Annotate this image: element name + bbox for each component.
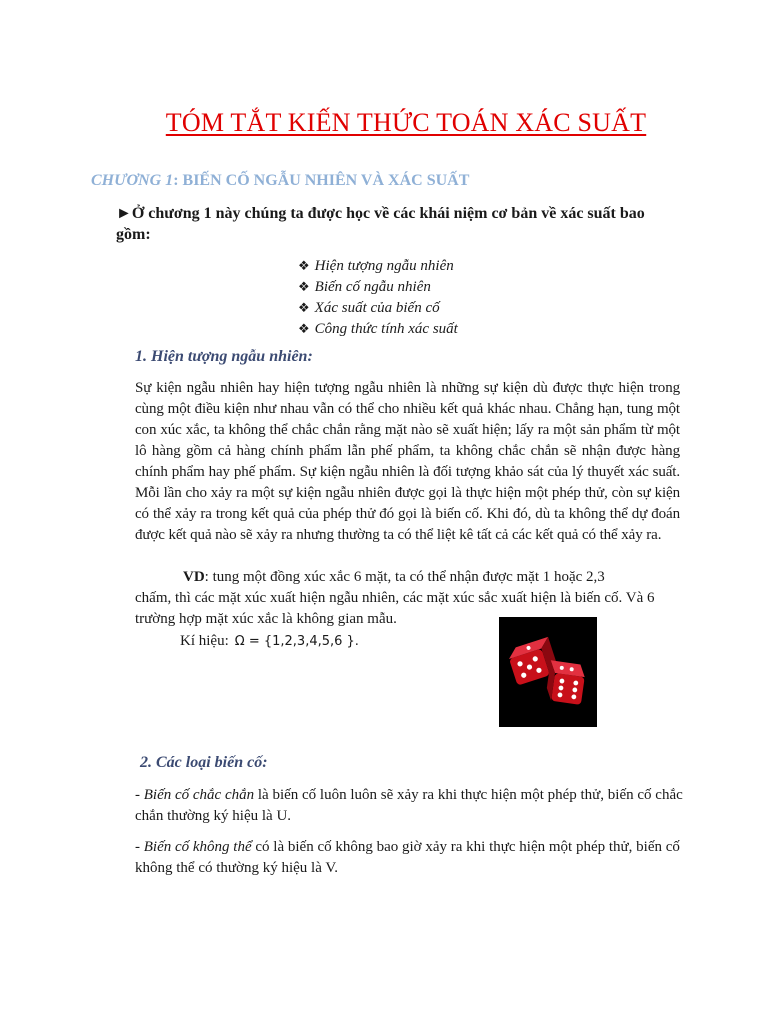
definition-text: là biến cố luôn luôn sẽ xảy ra khi thực hiện một phép thử, biến cố chắc chắn thường ký hiệu là U. [135,787,683,824]
diamond-bullet-icon: ❖ [298,300,310,315]
definition-text: có là biến cố không bao giờ xảy ra khi thực hiện một phép thử, biến cố không thể có thường ký hiệu là V. [135,839,680,876]
chapter-separator: : [173,172,183,189]
list-item [298,276,458,297]
section-2-heading: 2. Các loại biến cố: [140,754,268,771]
list-item [298,255,458,276]
dice-image [499,617,597,727]
chapter-title: BIẾN CỐ NGẪU NHIÊN VÀ XÁC SUẤT [182,172,470,189]
example-first-line [183,567,605,588]
list-item-text: Hiện tượng ngẫu nhiên [314,258,454,274]
chapter-number: CHƯƠNG 1 [91,172,174,189]
example-label: VD [183,569,205,585]
diamond-bullet-icon: ❖ [298,258,310,273]
dice-icon [499,617,597,727]
definition-certain-event [135,785,695,827]
intro-text: Ở chương 1 này chúng ta được học về các khái niệm cơ bản về xác suất bao gồm: [116,205,645,243]
triangle-marker-icon: ► [116,205,132,222]
definition-term: Biến cố chắc chắn [143,787,255,803]
list-item [298,318,458,339]
chapter-intro [116,203,676,245]
diamond-bullet-icon: ❖ [298,279,310,294]
definition-term: Biến cố không thể [143,839,252,855]
notation-label: Kí hiệu: [180,633,229,649]
chapter-heading [91,172,469,190]
notation-line [180,631,359,652]
list-item-text: Biến cố ngẫu nhiên [314,279,431,295]
diamond-bullet-icon: ❖ [298,321,310,336]
document-title: TÓM TẮT KIẾN THỨC TOÁN XÁC SUẤT [165,108,647,137]
list-item [298,297,458,318]
definition-impossible-event [135,837,695,879]
list-item-text: Công thức tính xác suất [314,321,458,337]
example-continuation: chấm, thì các mặt xúc xuất hiện ngẫu nhiên, các mặt xúc sắc xuất hiện là biến cố. Và 6 trường hợp mặt xúc xắc là không gian mẫu. [135,590,655,627]
definition-prefix: - [135,839,144,855]
section-1-paragraph: Sự kiện ngẫu nhiên hay hiện tượng ngẫu nhiên là những sự kiện dù được thực hiện trong cùng một điều kiện như nhau vẫn có thể cho nhiều kết quả khác nhau. Chẳng hạn, tung một con xúc xắc, ta không thể chắc chắn rằng mặt nào sẽ xuất hiện; lấy ra một sản phẩm từ một lô hàng gồm cả hàng chính phẩm lẫn phế phẩm, ta không chắc chắn sẽ nhận được hàng chính phẩm hay phế phẩm. Sự kiện ngẫu nhiên là đối tượng khảo sát của lý thuyết xác suất. Mỗi lần cho xảy ra một sự kiện ngẫu nhiên được gọi là thực hiện một phép thử, còn sự kiện có thể xảy ra trong kết quả của phép thử đó gọi là biến cố. Khi đó, dù ta không thể dự đoán được kết quả nào sẽ xảy ra nhưng thường ta có thể liệt kê tất cả các kết quả có thể xảy ra. [135,380,680,543]
topic-list [298,255,458,339]
section-1-heading: 1. Hiện tượng ngẫu nhiên: [135,348,313,365]
list-item-text: Xác suất của biến cố [314,300,440,316]
sample-space-formula: Ω = {1,2,3,4,5,6 }. [234,634,359,649]
definition-prefix: - [135,787,144,803]
example-text: : tung một đồng xúc xắc 6 mặt, ta có thể nhận được mặt 1 hoặc 2,3 [204,569,605,585]
